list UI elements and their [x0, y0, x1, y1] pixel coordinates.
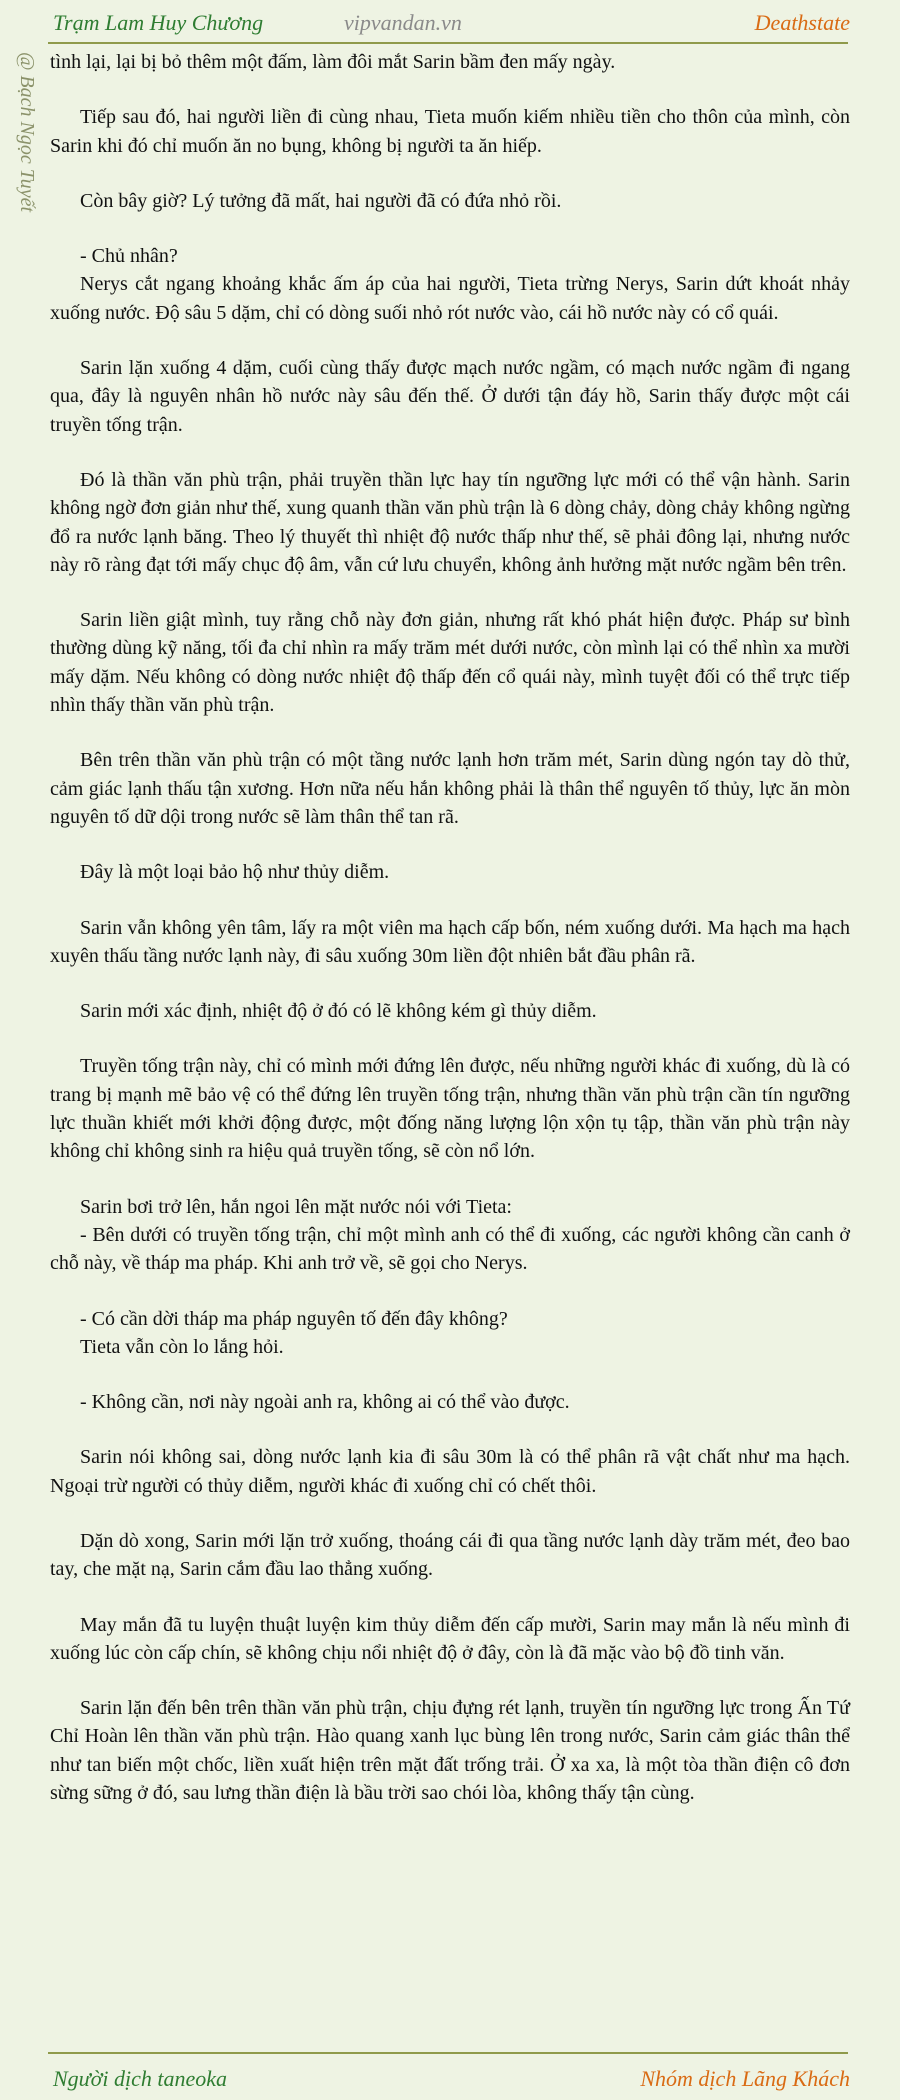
page-header: [0, 0, 900, 44]
paragraph: Sarin lặn đến bên trên thần văn phù trận, chịu đựng rét lạnh, truyền tín ngưỡng lực trong Ấn Tứ Chỉ Hoàn lên thần văn phù trận. Hào quang xanh lục bùng lên trong nước, Sarin cảm giác thân thể như tan biến một chốc, liền xuất hiện trên mặt đất trống trải. Ở xa xa, là một tòa thần điện cô đơn sừng sững ở đó, sau lưng thần điện là bầu trời sao chói lòa, không thấy tận cùng.: [50, 1697, 850, 1805]
paragraph: Sarin lặn xuống 4 dặm, cuối cùng thấy được mạch nước ngầm, có mạch nước ngầm đi ngang qua, đây là nguyên nhân hồ nước này sâu đến thế. Ở dưới tận đáy hồ, Sarin thấy được một cái truyền tống trận.: [50, 357, 850, 436]
site-name: Trạm Lam Huy Chương: [53, 10, 264, 35]
paragraph: Đó là thần văn phù trận, phải truyền thần lực hay tín ngưỡng lực mới có thể vận hành. Sarin không ngờ đơn giản như thế, xung quanh thần văn phù trận là 6 dòng chảy, dòng chảy không ngừng đổ ra nước lạnh băng. Theo lý thuyết thì nhiệt độ nước thấp như thế, sẽ phải đông lại, nhưng nước này rõ ràng đạt tới mấy chục độ âm, vẫn cứ lưu chuyển, không ảnh hưởng mặt nước ngầm bên trên.: [50, 468, 850, 576]
translation-group: Nhóm dịch Lãng Khách: [640, 2066, 850, 2091]
paragraph: Tiếp sau đó, hai người liền đi cùng nhau, Tieta muốn kiếm nhiều tiền cho thôn của mình, còn Sarin khi đó chỉ muốn ăn no bụng, không bị người ta ăn hiếp.: [50, 106, 850, 157]
paragraph: Truyền tống trận này, chỉ có mình mới đứng lên được, nếu những người khác đi xuống, dù là có trang bị mạnh mẽ bảo vệ có thể đứng lên truyền tống trận, nhưng thần văn phù trận cần tín ngưỡng lực thuần khiết mới khởi động được, một đống năng lượng lộn xộn tụ tập, thần văn phù trận này không chỉ không sinh ra hiệu quả truyền tống, sẽ còn nổ lớn.: [50, 1055, 850, 1163]
paragraph: Sarin vẫn không yên tâm, lấy ra một viên ma hạch cấp bốn, ném xuống dưới. Ma hạch ma hạch xuyên thấu tầng nước lạnh này, đi sâu xuống 30m liền đột nhiên bắt đầu phân rã.: [50, 916, 850, 967]
paragraph-dialog: - Bên dưới có truyền tống trận, chỉ một mình anh có thể đi xuống, các người không cần canh ở chỗ này, về tháp ma pháp. Khi anh trở về, sẽ gọi cho Nerys.: [50, 1223, 850, 1275]
paragraph-dialog: - Chủ nhân?: [80, 245, 178, 268]
paragraph-dialog: - Có cần dời tháp ma pháp nguyên tố đến đây không?: [80, 1307, 508, 1330]
paragraph: Sarin mới xác định, nhiệt độ ở đó có lẽ không kém gì thủy diễm.: [80, 1000, 597, 1023]
footer-rule: [48, 2052, 848, 2054]
paragraph: Nerys cắt ngang khoảng khắc ấm áp của hai người, Tieta trừng Nerys, Sarin dứt khoát nhảy xuống nước. Độ sâu 5 dặm, chỉ có dòng suối nhỏ rót nước vào, cái hồ nước này có cổ quái.: [50, 273, 850, 324]
paragraph-dialog: - Không cần, nơi này ngoài anh ra, không ai có thể vào được.: [80, 1391, 570, 1414]
paragraph: Sarin bơi trở lên, hắn ngoi lên mặt nước nói với Tieta:: [80, 1195, 512, 1218]
paragraph: Đây là một loại bảo hộ như thủy diễm.: [80, 861, 390, 884]
paragraph: Dặn dò xong, Sarin mới lặn trở xuống, thoáng cái đi qua tầng nước lạnh dày trăm mét, đeo bao tay, che mặt nạ, Sarin cắm đầu lao thẳng xuống.: [50, 1529, 850, 1581]
paragraph: Sarin nói không sai, dòng nước lạnh kia đi sâu 30m là có thể phân rã vật chất như ma hạch. Ngoại trừ người có thủy diễm, người khác đi xuống chỉ có chết thôi.: [50, 1446, 850, 1497]
header-rule: [48, 42, 848, 44]
sidebar-credit: @ Bạch Ngọc Tuyết: [16, 52, 38, 213]
paragraph: tình lại, lại bị bỏ thêm một đấm, làm đôi mắt Sarin bầm đen mấy ngày.: [50, 51, 616, 73]
paragraph: Sarin liền giật mình, tuy rằng chỗ này đơn giản, nhưng rất khó phát hiện được. Pháp sư bình thường dùng kỹ năng, tối đa chỉ nhìn ra mấy trăm mét dưới nước, còn mình lại có thể nhìn xa mười mấy dặm. Nếu không có dòng nước nhiệt độ thấp đến cổ quái này, mình tuyệt đối có thể trực tiếp nhìn thấy thần văn phù trận.: [50, 609, 850, 717]
paragraph: Bên trên thần văn phù trận có một tầng nước lạnh hơn trăm mét, Sarin dùng ngón tay dò thử, cảm giác lạnh thấu tận xương. Hơn nữa nếu hắn không phải là thân thể nguyên tố thủy, lực ăn mòn nguyên tố dữ dội trong nước sẽ làm thân thể tan rã.: [50, 749, 850, 828]
paragraph: Còn bây giờ? Lý tưởng đã mất, hai người đã có đứa nhỏ rồi.: [80, 189, 562, 212]
site-domain: vipvandan.vn: [344, 10, 462, 35]
page-footer: [0, 2062, 900, 2100]
chapter-text: [50, 48, 850, 1834]
paragraph: May mắn đã tu luyện thuật luyện kim thủy diễm đến cấp mười, Sarin may mắn là nếu mình đi xuống lúc còn cấp chín, sẽ không chịu nổi nhiệt độ ở đây, còn là đã mặc vào bộ đồ tinh văn.: [50, 1613, 850, 1664]
translator-credit: Người dịch taneoka: [53, 2066, 228, 2091]
book-title: Deathstate: [754, 10, 850, 35]
paragraph: Tieta vẫn còn lo lắng hỏi.: [80, 1335, 284, 1358]
